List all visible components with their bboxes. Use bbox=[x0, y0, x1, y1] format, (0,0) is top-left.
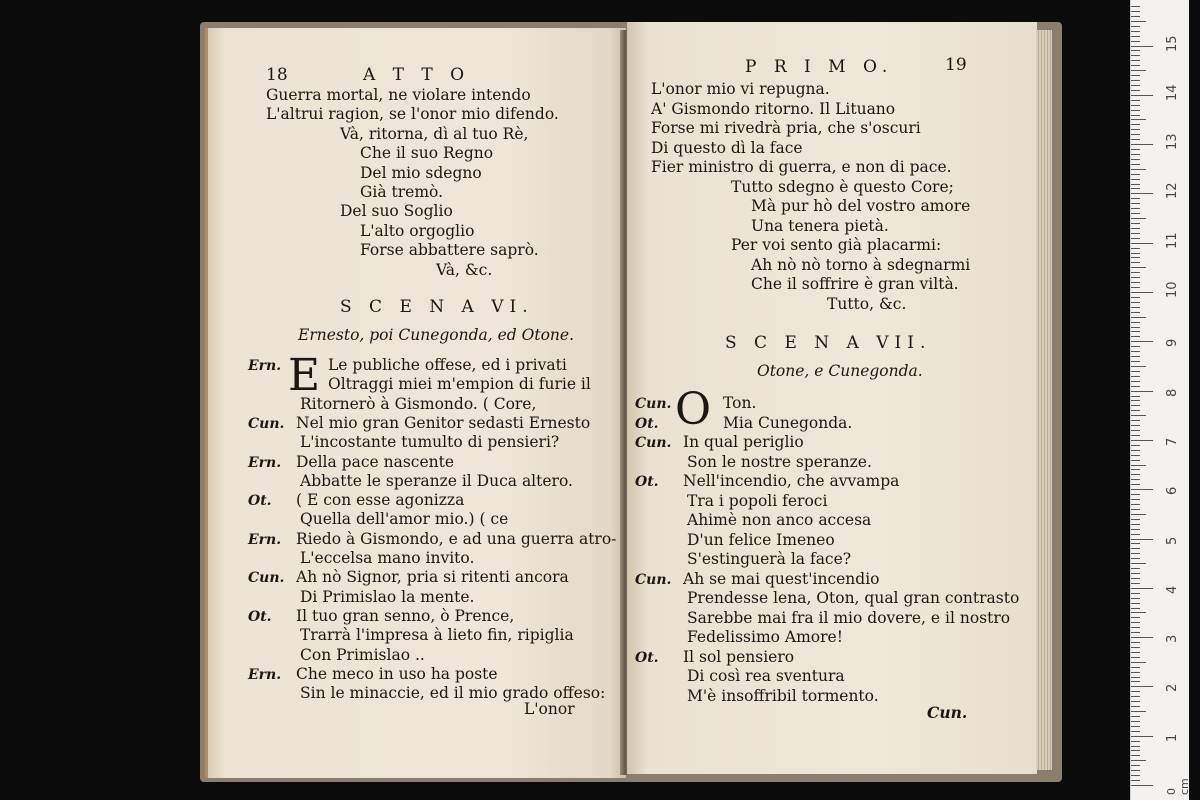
verse-line: Và, &c. bbox=[436, 260, 493, 279]
dialogue-text: Ah nò Signor, pria si ritenti ancora bbox=[296, 568, 569, 587]
ruler-tick bbox=[1131, 381, 1140, 382]
verse-line: Del mio sdegno bbox=[360, 163, 482, 182]
ruler-tick bbox=[1131, 50, 1140, 51]
dialogue-line bbox=[635, 433, 804, 452]
ruler-tick bbox=[1131, 292, 1153, 293]
ruler-tick bbox=[1131, 696, 1140, 697]
ruler-tick bbox=[1131, 376, 1140, 377]
ruler-tick bbox=[1131, 637, 1153, 638]
ruler-tick bbox=[1131, 396, 1140, 397]
dialogue-line bbox=[248, 472, 573, 490]
ruler-tick bbox=[1131, 755, 1140, 756]
verse-line: Tutto sdegno è questo Core; bbox=[731, 177, 954, 196]
dialogue-text: D'un felice Imeneo bbox=[687, 530, 835, 549]
ruler-tick bbox=[1131, 499, 1140, 500]
ruler-tick bbox=[1131, 775, 1140, 776]
ruler-tick bbox=[1131, 706, 1140, 707]
ruler-tick bbox=[1131, 144, 1153, 145]
ruler-tick bbox=[1131, 765, 1140, 766]
ruler-tick bbox=[1131, 681, 1140, 682]
ruler-tick bbox=[1131, 568, 1140, 569]
dialogue-line bbox=[248, 549, 474, 567]
ruler-tick bbox=[1131, 460, 1140, 461]
ruler-number: 5 bbox=[1165, 536, 1180, 545]
dialogue-text: S'estinguerà la face? bbox=[687, 550, 852, 568]
ruler-tick bbox=[1131, 119, 1146, 120]
dialogue-text: Il sol pensiero bbox=[683, 647, 795, 666]
dialogue-line bbox=[635, 472, 899, 491]
ruler-tick bbox=[1131, 115, 1140, 116]
ruler-tick bbox=[1131, 583, 1140, 584]
dialogue-line bbox=[635, 414, 852, 433]
ruler-tick bbox=[1131, 529, 1140, 530]
ruler-tick bbox=[1131, 371, 1140, 372]
verse-line: L'alto orgoglio bbox=[360, 221, 475, 240]
ruler-tick bbox=[1131, 400, 1140, 401]
ruler-tick bbox=[1131, 652, 1140, 653]
ruler-tick bbox=[1131, 262, 1140, 263]
ruler-tick bbox=[1131, 90, 1140, 91]
dialogue-line bbox=[635, 648, 794, 667]
dialogue-line bbox=[248, 453, 454, 472]
ruler-tick bbox=[1131, 474, 1140, 475]
verse-line: Di questo dì la face bbox=[651, 138, 803, 157]
verse-line: L'onor mio vi repugna. bbox=[651, 80, 830, 98]
ruler-tick bbox=[1131, 317, 1146, 318]
dialogue-text: In qual periglio bbox=[683, 433, 804, 451]
ruler-number: 3 bbox=[1165, 634, 1180, 644]
ruler-tick bbox=[1131, 514, 1146, 515]
ruler-number: 14 bbox=[1165, 84, 1180, 101]
verse-line: Già tremò. bbox=[360, 183, 444, 201]
dialogue-line bbox=[635, 531, 835, 549]
ruler-tick bbox=[1131, 21, 1146, 22]
ruler-tick bbox=[1131, 228, 1140, 229]
ruler-tick bbox=[1131, 593, 1140, 594]
dialogue-line bbox=[248, 665, 498, 684]
ruler-tick bbox=[1131, 588, 1153, 589]
ruler-tick bbox=[1131, 6, 1140, 7]
ruler-tick bbox=[1131, 504, 1140, 505]
dialogue-text: Le publiche offese, ed i privati bbox=[328, 356, 567, 374]
measuring-ruler bbox=[1130, 0, 1189, 800]
ruler-tick bbox=[1131, 726, 1140, 727]
dialogue-text: Sin le minaccie, ed il mio grado offeso: bbox=[300, 684, 606, 703]
verse-line: Una tenera pietà. bbox=[751, 216, 889, 235]
ruler-tick bbox=[1131, 36, 1140, 37]
dialogue-text: Ah se mai quest'incendio bbox=[683, 569, 880, 588]
ruler-tick bbox=[1131, 440, 1153, 441]
ruler-tick bbox=[1131, 672, 1140, 673]
ruler-tick bbox=[1131, 415, 1146, 416]
drop-capital: E bbox=[288, 350, 321, 401]
ruler-tick bbox=[1131, 110, 1140, 111]
ruler-tick bbox=[1131, 716, 1140, 717]
ruler-tick bbox=[1131, 149, 1140, 150]
ruler-tick bbox=[1131, 75, 1140, 76]
speaker-label: Cun. bbox=[635, 435, 672, 451]
ruler-tick bbox=[1131, 346, 1140, 347]
ruler-tick bbox=[1131, 46, 1153, 47]
dialogue-line bbox=[248, 395, 536, 413]
ruler-tick bbox=[1131, 287, 1140, 288]
ruler-number: 8 bbox=[1165, 388, 1180, 397]
ruler-tick bbox=[1131, 327, 1140, 328]
ruler-tick bbox=[1131, 770, 1140, 771]
ruler-tick bbox=[1131, 60, 1140, 61]
ruler-tick bbox=[1131, 391, 1153, 392]
running-head: A T T O bbox=[363, 65, 471, 85]
ruler-tick bbox=[1131, 267, 1146, 268]
dialogue-text: Ton. bbox=[723, 394, 757, 412]
verse-line: A' Gismondo ritorno. Il Lituano bbox=[651, 99, 896, 118]
ruler-number: 6 bbox=[1165, 486, 1180, 496]
ruler-tick bbox=[1131, 124, 1140, 125]
dialogue-text: Il tuo gran senno, ò Prence, bbox=[296, 606, 515, 625]
verse-line: Guerra mortal, ne violare intendo bbox=[266, 86, 531, 104]
verse-line: Forse abbattere saprò. bbox=[360, 241, 539, 260]
scene-characters: Otone, e Cunegonda. bbox=[757, 362, 923, 380]
ruler-tick bbox=[1131, 563, 1146, 564]
ruler-tick bbox=[1131, 667, 1140, 668]
ruler-tick bbox=[1131, 356, 1140, 357]
ruler-tick bbox=[1131, 218, 1146, 219]
verse-line: L'altrui ragion, se l'onor mio difendo. bbox=[266, 105, 559, 124]
ruler-tick bbox=[1131, 11, 1140, 12]
dialogue-line bbox=[248, 510, 508, 528]
ruler-tick bbox=[1131, 686, 1153, 687]
drop-capital: O bbox=[675, 384, 712, 435]
ruler-tick bbox=[1131, 243, 1153, 244]
ruler-tick bbox=[1131, 70, 1146, 71]
ruler-tick bbox=[1131, 691, 1140, 692]
ruler-tick bbox=[1131, 509, 1140, 510]
dialogue-text: Sarebbe mai fra il mio dovere, e il nostro bbox=[687, 608, 1011, 627]
verse-line: Fier ministro di guerra, e non di pace. bbox=[651, 158, 952, 176]
ruler-tick bbox=[1131, 701, 1140, 702]
dialogue-text: Nel mio gran Genitor sedasti Ernesto bbox=[296, 413, 591, 432]
dialogue-line bbox=[635, 609, 1010, 627]
ruler-tick bbox=[1131, 203, 1140, 204]
speaker-label: Ot. bbox=[635, 649, 659, 666]
dialogue-line bbox=[248, 491, 464, 510]
ruler-unit-label: 0 cm bbox=[1165, 778, 1191, 795]
ruler-tick bbox=[1131, 134, 1140, 135]
ruler-tick bbox=[1131, 188, 1140, 189]
catchword: Cun. bbox=[927, 703, 968, 722]
dialogue-text: M'è insoffribil tormento. bbox=[687, 686, 879, 705]
verse-line: Ah nò nò torno à sdegnarmi bbox=[751, 255, 971, 274]
ruler-tick bbox=[1131, 105, 1140, 106]
dialogue-line bbox=[635, 570, 880, 589]
ruler-tick bbox=[1131, 257, 1140, 258]
ruler-tick bbox=[1131, 277, 1140, 278]
dialogue-line bbox=[635, 453, 872, 471]
running-head: P R I M O. bbox=[745, 57, 894, 77]
dialogue-line bbox=[635, 687, 879, 705]
dialogue-text: Che meco in uso ha poste bbox=[296, 664, 498, 683]
speaker-label: Ot. bbox=[248, 493, 272, 510]
ruler-tick bbox=[1131, 80, 1140, 81]
ruler-tick bbox=[1131, 435, 1140, 436]
ruler-tick bbox=[1131, 302, 1140, 303]
ruler-tick bbox=[1131, 405, 1140, 406]
ruler-tick bbox=[1131, 31, 1140, 32]
ruler-number: 15 bbox=[1165, 34, 1180, 52]
speaker-label: Ern. bbox=[248, 454, 282, 471]
ruler-tick bbox=[1131, 85, 1140, 86]
ruler-tick bbox=[1131, 312, 1140, 313]
dialogue-line bbox=[248, 607, 514, 626]
ruler-tick bbox=[1131, 213, 1140, 214]
ruler-tick bbox=[1131, 484, 1140, 485]
verse-line: Và, ritorna, dì al tuo Rè, bbox=[340, 124, 529, 143]
ruler-tick bbox=[1131, 760, 1146, 761]
speaker-label: Ot. bbox=[248, 608, 272, 625]
ruler-tick bbox=[1131, 553, 1140, 554]
speaker-label: Ot. bbox=[635, 415, 659, 432]
ruler-tick bbox=[1131, 598, 1140, 599]
dialogue-text: Ahimè non anco accesa bbox=[687, 511, 872, 529]
dialogue-text: Con Primislao .. bbox=[300, 645, 425, 664]
ruler-tick bbox=[1131, 95, 1153, 96]
ruler-tick bbox=[1131, 603, 1140, 604]
ruler-tick bbox=[1131, 307, 1140, 308]
ruler-tick bbox=[1131, 159, 1140, 160]
ruler-tick bbox=[1131, 55, 1140, 56]
dialogue-text: Di così rea sventura bbox=[687, 667, 845, 685]
ruler-tick bbox=[1131, 785, 1153, 786]
ruler-number: 9 bbox=[1165, 339, 1180, 348]
ruler-tick bbox=[1131, 248, 1140, 249]
ruler-tick bbox=[1131, 632, 1140, 633]
ruler-tick bbox=[1131, 780, 1140, 781]
verse-line: Tutto, &c. bbox=[827, 294, 907, 313]
dialogue-line bbox=[248, 646, 425, 664]
ruler-number: 10 bbox=[1165, 281, 1180, 298]
speaker-label: Cun. bbox=[248, 415, 285, 432]
ruler-tick bbox=[1131, 223, 1140, 224]
page-edges bbox=[1036, 30, 1052, 770]
dialogue-text: Mia Cunegonda. bbox=[723, 413, 853, 432]
ruler-tick bbox=[1131, 184, 1140, 185]
ruler-tick bbox=[1131, 622, 1140, 623]
verse-line: Forse mi rivedrà pria, che s'oscuri bbox=[651, 119, 921, 137]
ruler-number: 11 bbox=[1165, 232, 1180, 249]
dialogue-line bbox=[635, 492, 827, 510]
ruler-tick bbox=[1131, 208, 1140, 209]
ruler-tick bbox=[1131, 677, 1140, 678]
ruler-tick bbox=[1131, 420, 1140, 421]
dialogue-text: Della pace nascente bbox=[296, 452, 455, 471]
ruler-tick bbox=[1131, 519, 1140, 520]
dialogue-text: Son le nostre speranze. bbox=[687, 452, 872, 471]
ruler-number: 4 bbox=[1165, 585, 1180, 594]
ruler-tick bbox=[1131, 558, 1140, 559]
ruler-tick bbox=[1131, 410, 1140, 411]
ruler-tick bbox=[1131, 169, 1146, 170]
dialogue-text: Nell'incendio, che avvampa bbox=[683, 472, 900, 490]
ruler-tick bbox=[1131, 361, 1140, 362]
ruler-tick bbox=[1131, 65, 1140, 66]
ruler-tick bbox=[1131, 26, 1140, 27]
ruler-tick bbox=[1131, 746, 1140, 747]
speaker-label: Ot. bbox=[635, 474, 659, 490]
ruler-tick bbox=[1131, 534, 1140, 535]
ruler-tick bbox=[1131, 608, 1140, 609]
ruler-tick bbox=[1131, 41, 1140, 42]
ruler-tick bbox=[1131, 736, 1153, 737]
ruler-tick bbox=[1131, 164, 1140, 165]
dialogue-line bbox=[635, 550, 851, 568]
right-page bbox=[627, 22, 1037, 774]
ruler-tick bbox=[1131, 524, 1140, 525]
ruler-tick bbox=[1131, 341, 1153, 342]
ruler-tick bbox=[1131, 612, 1146, 613]
dialogue-line bbox=[248, 356, 567, 375]
speaker-label: Cun. bbox=[248, 570, 285, 587]
dialogue-line bbox=[248, 568, 569, 587]
ruler-number: 13 bbox=[1165, 133, 1180, 151]
verse-line: Che il suo Regno bbox=[360, 144, 494, 163]
ruler-tick bbox=[1131, 450, 1140, 451]
ruler-tick bbox=[1131, 539, 1153, 540]
verse-line: Per voi sento già placarmi: bbox=[731, 236, 942, 254]
ruler-tick bbox=[1131, 366, 1146, 367]
scene-characters: Ernesto, poi Cunegonda, ed Otone. bbox=[298, 326, 575, 344]
ruler-tick bbox=[1131, 662, 1146, 663]
ruler-tick bbox=[1131, 750, 1140, 751]
ruler-tick bbox=[1131, 642, 1140, 643]
verse-line: Che il soffrire è gran viltà. bbox=[751, 275, 959, 293]
catchword: L'onor bbox=[524, 700, 575, 718]
ruler-tick bbox=[1131, 193, 1153, 194]
ruler-tick bbox=[1131, 617, 1140, 618]
ruler-tick bbox=[1131, 336, 1140, 337]
ruler-tick bbox=[1131, 578, 1140, 579]
ruler-tick bbox=[1131, 731, 1140, 732]
ruler-tick bbox=[1131, 711, 1146, 712]
dialogue-line bbox=[635, 511, 871, 529]
ruler-tick bbox=[1131, 198, 1140, 199]
ruler-number: 1 bbox=[1165, 733, 1180, 742]
ruler-number: 2 bbox=[1165, 684, 1180, 693]
ruler-tick bbox=[1131, 657, 1140, 658]
ruler-tick bbox=[1131, 238, 1140, 239]
dialogue-line bbox=[248, 530, 616, 549]
ruler-tick bbox=[1131, 272, 1140, 273]
dialogue-text: Di Primislao la mente. bbox=[300, 587, 475, 606]
ruler-tick bbox=[1131, 445, 1140, 446]
speaker-label: Ern. bbox=[248, 531, 282, 548]
scene-title: S C E N A VI. bbox=[340, 297, 534, 317]
dialogue-text: Riedo à Gismondo, e ad una guerra atro- bbox=[296, 529, 617, 548]
speaker-label: Cun. bbox=[635, 571, 672, 588]
ruler-tick bbox=[1131, 233, 1140, 234]
dialogue-text: ( E con esse agonizza bbox=[296, 491, 465, 510]
ruler-tick bbox=[1131, 494, 1140, 495]
ruler-tick bbox=[1131, 100, 1140, 101]
dialogue-text: Tra i popoli feroci bbox=[687, 491, 828, 510]
page-number: 18 bbox=[266, 65, 288, 85]
dialogue-text: Abbatte le speranze il Duca altero. bbox=[300, 471, 573, 490]
dialogue-line bbox=[248, 414, 590, 433]
ruler-tick bbox=[1131, 469, 1140, 470]
dialogue-line bbox=[635, 628, 843, 646]
dialogue-text: Oltraggi miei m'empion di furie il bbox=[328, 375, 591, 394]
dialogue-text: L'eccelsa mano invito. bbox=[300, 549, 475, 567]
dialogue-line bbox=[248, 433, 559, 451]
verse-line: Del suo Soglio bbox=[340, 202, 453, 221]
dialogue-text: L'incostante tumulto di pensieri? bbox=[300, 433, 560, 452]
ruler-tick bbox=[1131, 129, 1140, 130]
dialogue-line bbox=[635, 667, 845, 685]
speaker-label: Cun. bbox=[635, 396, 672, 412]
ruler-tick bbox=[1131, 573, 1140, 574]
ruler-tick bbox=[1131, 627, 1140, 628]
speaker-label: Ern. bbox=[248, 666, 282, 683]
ruler-tick bbox=[1131, 282, 1140, 283]
dialogue-text: Ritornerò à Gismondo. ( Core, bbox=[300, 394, 537, 413]
dialogue-line bbox=[248, 588, 474, 606]
dialogue-line bbox=[248, 375, 591, 393]
ruler-tick bbox=[1131, 351, 1140, 352]
ruler-tick bbox=[1131, 548, 1140, 549]
ruler-number: 7 bbox=[1165, 437, 1180, 446]
dialogue-text: Quella dell'amor mio.) ( ce bbox=[300, 510, 509, 529]
ruler-tick bbox=[1131, 322, 1140, 323]
ruler-tick bbox=[1131, 455, 1140, 456]
scene-title: S C E N A VII. bbox=[725, 333, 932, 353]
ruler-tick bbox=[1131, 179, 1140, 180]
ruler-tick bbox=[1131, 16, 1140, 17]
verse-line: Mà pur hò del vostro amore bbox=[751, 197, 971, 215]
page-number: 19 bbox=[945, 55, 967, 75]
ruler-tick bbox=[1131, 430, 1140, 431]
ruler-tick bbox=[1131, 741, 1140, 742]
ruler-tick bbox=[1131, 721, 1140, 722]
ruler-tick bbox=[1131, 174, 1140, 175]
ruler-tick bbox=[1131, 489, 1153, 490]
dialogue-text: Fedelissimo Amore! bbox=[687, 628, 843, 646]
dialogue-text: Trarrà l'impresa à lieto fin, ripiglia bbox=[300, 626, 574, 645]
ruler-tick bbox=[1131, 297, 1140, 298]
dialogue-text: Prendesse lena, Oton, qual gran contrasto bbox=[687, 589, 1020, 607]
ruler-tick bbox=[1131, 139, 1140, 140]
ruler-tick bbox=[1131, 386, 1140, 387]
left-page bbox=[205, 28, 626, 778]
ruler-number: 12 bbox=[1165, 182, 1180, 200]
ruler-tick bbox=[1131, 425, 1140, 426]
ruler-tick bbox=[1131, 331, 1140, 332]
ruler-tick bbox=[1131, 479, 1140, 480]
dialogue-line bbox=[248, 626, 574, 644]
dialogue-line bbox=[635, 394, 756, 413]
ruler-tick bbox=[1131, 647, 1140, 648]
dialogue-line bbox=[635, 589, 1019, 607]
speaker-label: Ern. bbox=[248, 358, 282, 374]
ruler-tick bbox=[1131, 154, 1140, 155]
ruler-tick bbox=[1131, 465, 1146, 466]
ruler-tick bbox=[1131, 253, 1140, 254]
ruler-tick bbox=[1131, 543, 1140, 544]
